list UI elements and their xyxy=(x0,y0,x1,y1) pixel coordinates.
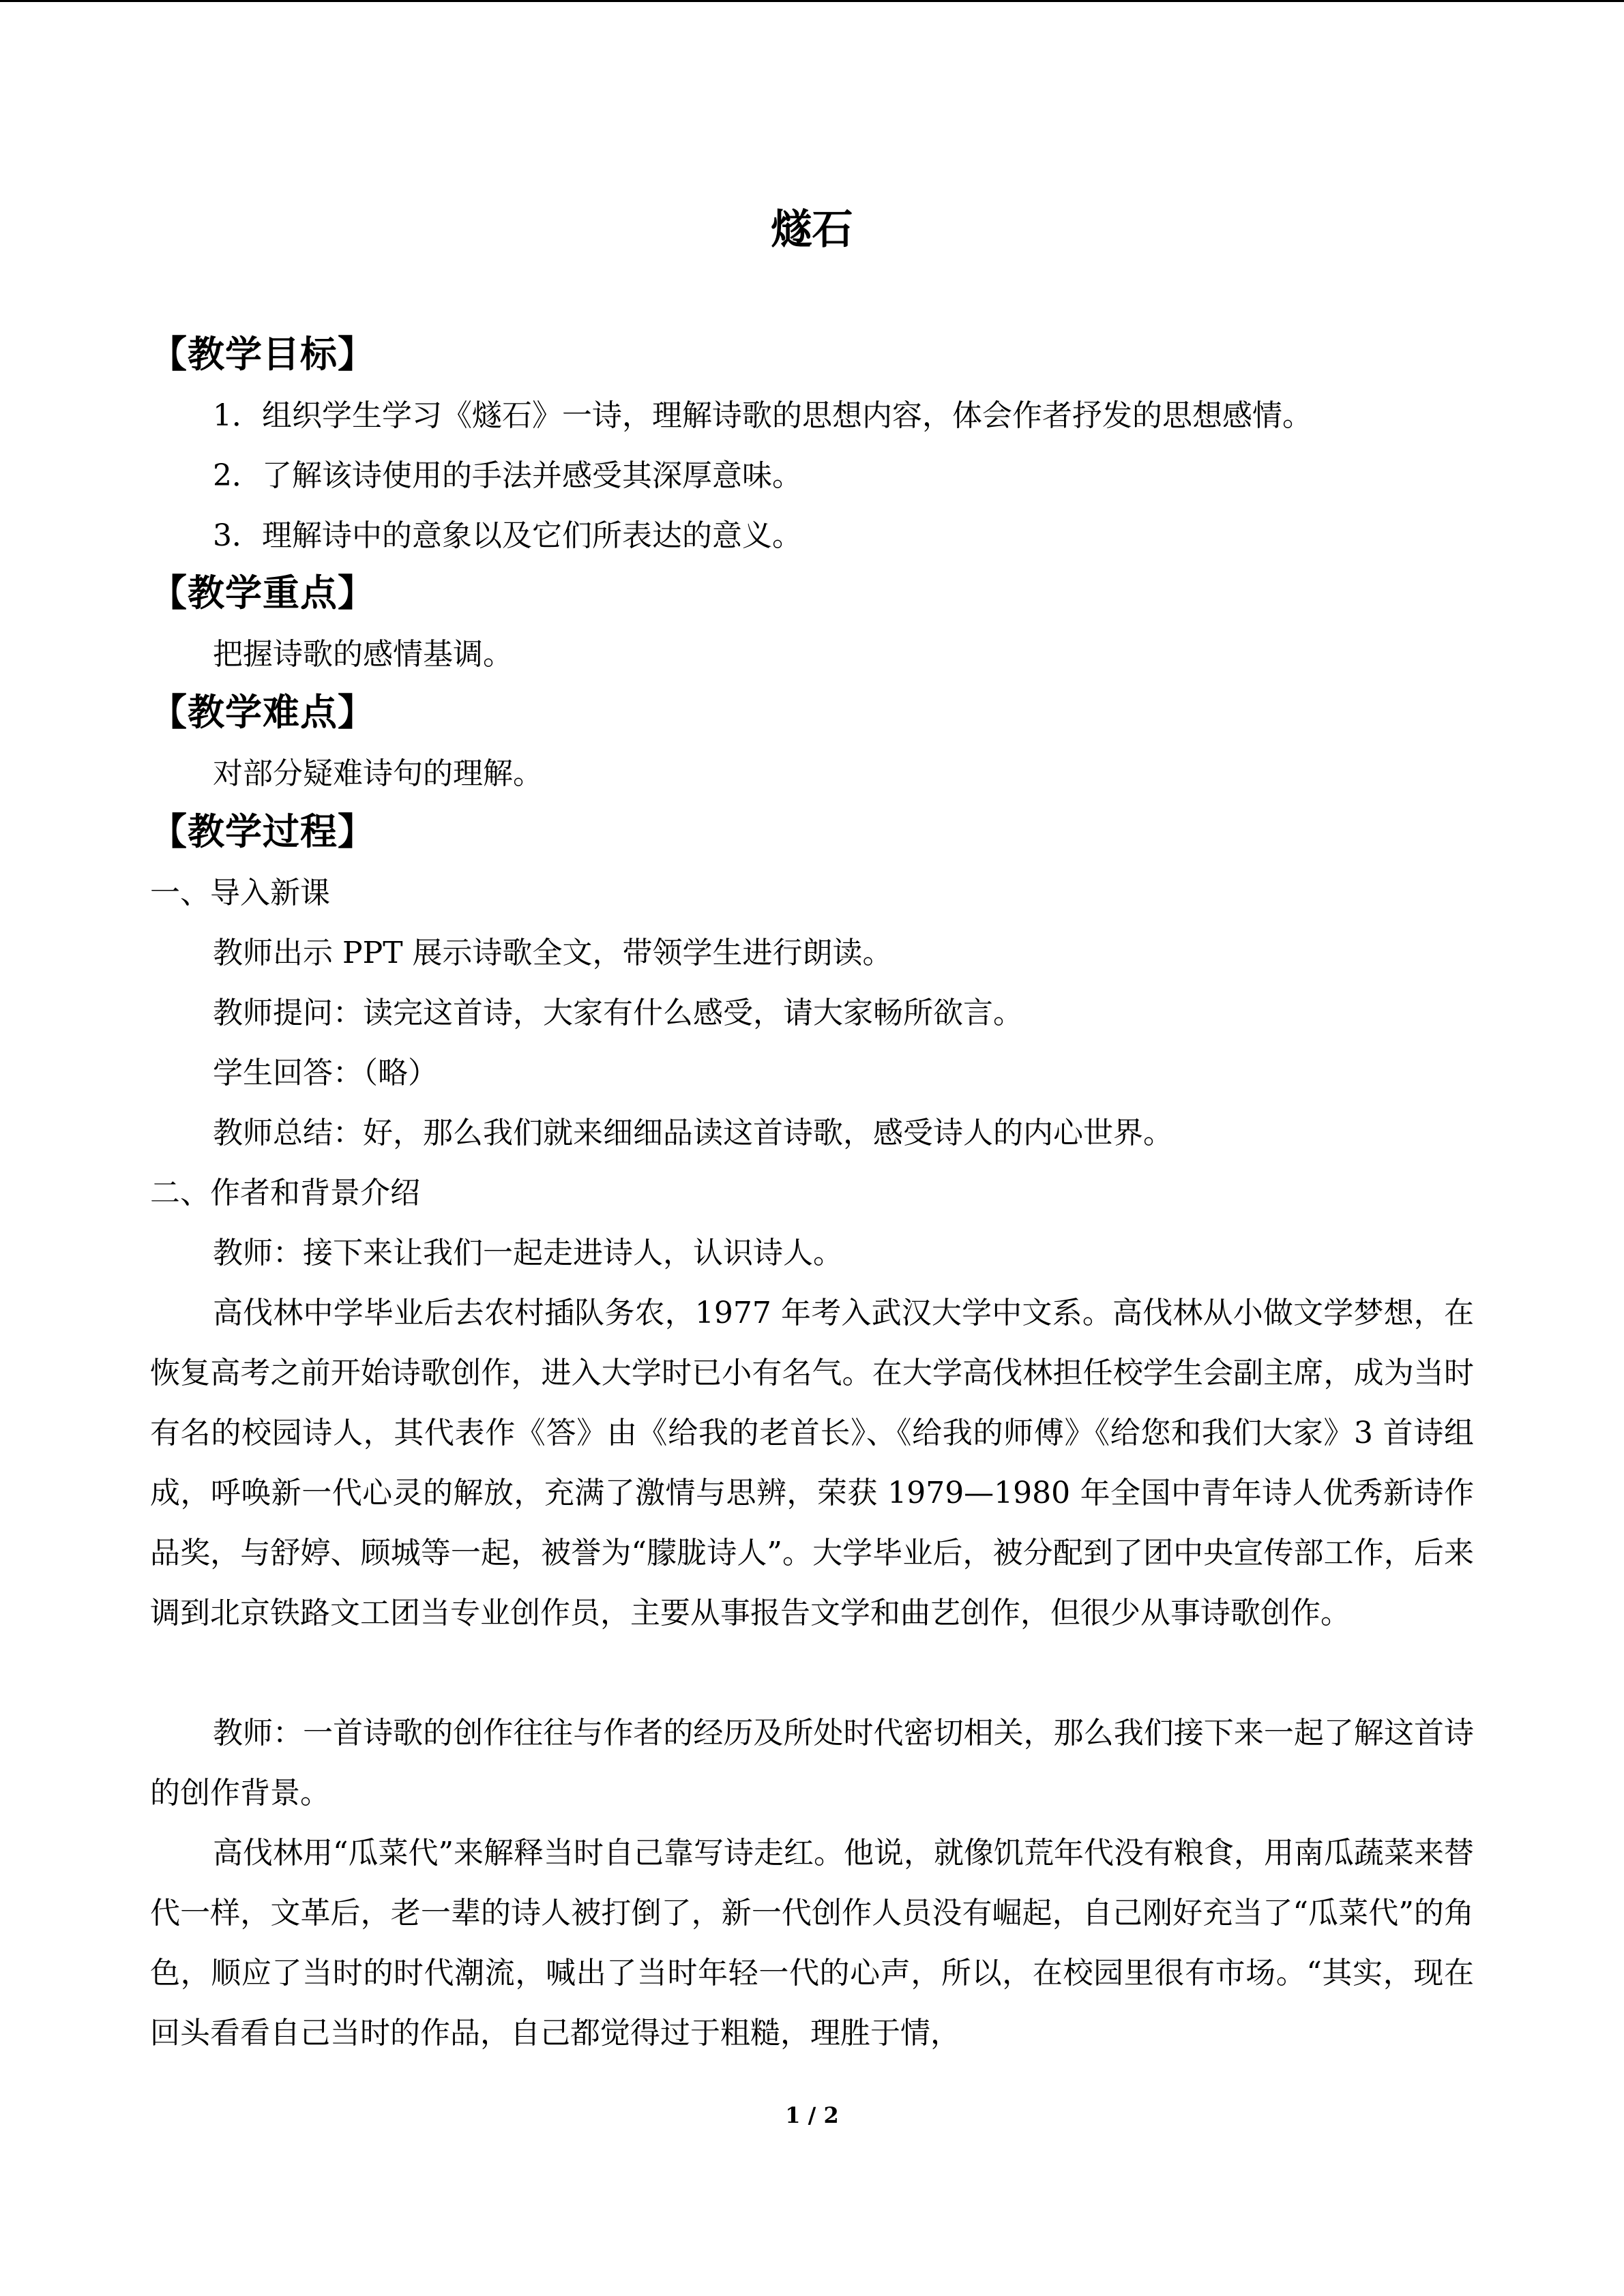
section1-title: 一、导入新课 xyxy=(150,876,330,910)
section1-line: 学生回答：（略） xyxy=(213,1056,438,1090)
teacher-paragraph: 教师：一首诗歌的创作往往与作者的经历及所处时代密切相关，那么我们接下来一起了解这首诗的创作背景。 xyxy=(150,1716,1474,1810)
author-paragraph: 高伐林中学毕业后去农村插队务农，1977 年考入武汉大学中文系。高伐林从小做文学梦想，在恢复高考之前开始诗歌创作，进入大学时已小有名气。在大学高伐林担任校学生会副主席，成为当时有名的校园诗人，其代表作《答》由《给我的老首长》、《给我的师傅》《给您和我们大家》3 首诗组成，呼唤新一代心灵的解放，充满了激情与思辨，荣获 1979—1980 年全国中青年诗人优秀新诗作品奖，与舒婷、顾城等一起，被誉为“朦胧诗人”。大学毕业后，被分配到了团中央宣传部工作，后来调到北京铁路文工团当专业创作员，主要从事报告文学和曲艺创作，但很少从事诗歌创作。 xyxy=(150,1296,1474,1630)
page-number: 1 / 2 xyxy=(785,2102,839,2128)
section1-line: 教师总结：好，那么我们就来细细品读这首诗歌，感受诗人的内心世界。 xyxy=(213,1116,1173,1150)
top-border-line xyxy=(0,0,1624,2)
background-paragraph: 高伐林用“瓜菜代”来解释当时自己靠写诗走红。他说，就像饥荒年代没有粮食，用南瓜蔬菜来替代一样，文革后，老一辈的诗人被打倒了，新一代创作人员没有崛起，自己刚好充当了“瓜菜代”的角色，顺应了当时的时代潮流，喊出了当时年轻一代的心声，所以，在校园里很有市场。“其实，现在回头看看自己当时的作品，自己都觉得过于粗糙，理胜于情， xyxy=(150,1836,1474,2051)
section1-line: 教师出示 PPT 展示诗歌全文，带领学生进行朗读。 xyxy=(213,936,893,970)
difficulty-text: 对部分疑难诗句的理解。 xyxy=(213,756,543,791)
difficulty-heading: 【教学难点】 xyxy=(150,690,375,734)
objective-item: 2．了解该诗使用的手法并感受其深厚意味。 xyxy=(213,458,802,493)
document-title: 燧石 xyxy=(771,206,853,254)
key-point-heading: 【教学重点】 xyxy=(150,571,375,614)
process-heading: 【教学过程】 xyxy=(150,809,375,853)
objective-item: 1．组织学生学习《燧石》一诗，理解诗歌的思想内容，体会作者抒发的思想感情。 xyxy=(213,398,1312,433)
section1-line: 教师提问：读完这首诗，大家有什么感受，请大家畅所欲言。 xyxy=(213,996,1023,1030)
objective-item: 3．理解诗中的意象以及它们所表达的意义。 xyxy=(213,518,802,553)
key-point-text: 把握诗歌的感情基调。 xyxy=(213,637,513,672)
section2-title: 二、作者和背景介绍 xyxy=(150,1176,420,1210)
section2-line: 教师：接下来让我们一起走进诗人，认识诗人。 xyxy=(213,1236,843,1270)
objectives-heading: 【教学目标】 xyxy=(150,332,375,376)
